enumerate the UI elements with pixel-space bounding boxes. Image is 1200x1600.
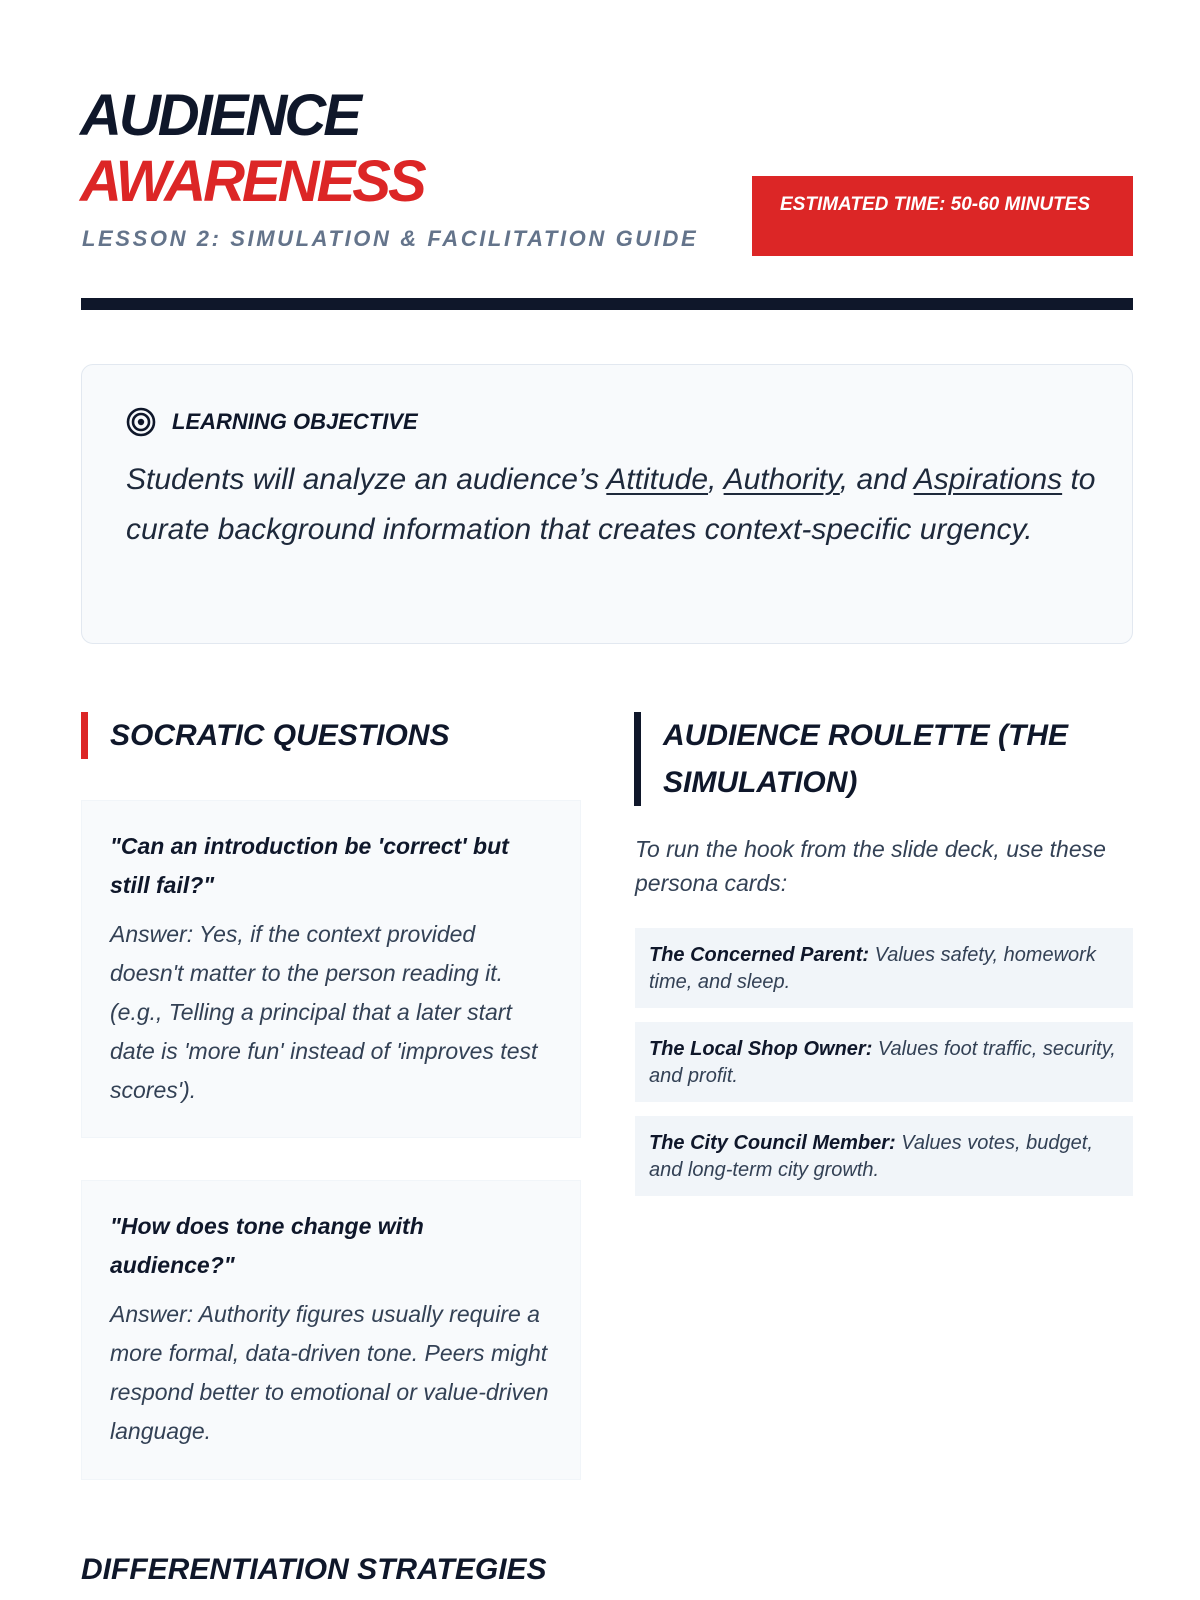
persona-name: The City Council Member: xyxy=(649,1132,896,1154)
persona-name: The Local Shop Owner: xyxy=(649,1038,873,1060)
question-card xyxy=(81,1180,581,1480)
estimated-time-badge: ESTIMATED TIME: 50-60 MINUTES xyxy=(752,176,1133,256)
persona-name: The Concerned Parent: xyxy=(649,944,870,966)
audience-roulette-heading: AUDIENCE ROULETTE (THE SIMULATION) xyxy=(634,712,1144,806)
learning-objective-heading: LEARNING OBJECTIVE xyxy=(172,409,418,434)
differentiation-heading: DIFFERENTIATION STRATEGIES xyxy=(81,1553,547,1586)
persona-card xyxy=(635,1022,1133,1102)
learning-objective-box xyxy=(81,364,1133,644)
roulette-intro: To run the hook from the slide deck, use these persona cards: xyxy=(635,836,1106,896)
term-aspirations: Aspirations xyxy=(913,463,1063,496)
persona-card xyxy=(635,928,1133,1008)
question-text: "How does tone change with audience?" xyxy=(110,1213,424,1278)
persona-values: Values votes, budget, and long-term city growth. xyxy=(649,1132,1093,1181)
question-card xyxy=(81,800,581,1138)
persona-values: Values foot traffic, security, and profit. xyxy=(649,1038,1116,1087)
header-divider xyxy=(81,298,1133,310)
lesson-subtitle: LESSON 2: SIMULATION & FACILITATION GUIDE xyxy=(82,226,699,251)
persona-values: Values safety, homework time, and sleep. xyxy=(649,944,1096,993)
answer-text: Answer: Yes, if the context provided doesn't matter to the person reading it. (e.g., Telling a principal that a later start date is 'more fun' instead of 'improves test scores'). xyxy=(110,921,538,1103)
term-authority: Authority xyxy=(723,463,840,496)
question-text: "Can an introduction be 'correct' but still fail?" xyxy=(110,833,509,898)
page-title-line2: AWARENESS xyxy=(80,149,424,214)
term-attitude: Attitude xyxy=(606,463,709,496)
learning-objective-header xyxy=(126,407,418,437)
persona-card xyxy=(635,1116,1133,1196)
answer-text: Answer: Authority figures usually require a more formal, data-driven tone. Peers might respond better to emotional or value-driven language. xyxy=(110,1301,549,1444)
socratic-questions-heading: SOCRATIC QUESTIONS xyxy=(81,712,449,759)
learning-objective-text: Students will analyze an audience’s Attitude, Authority, and Aspirations to curate background information that creates context-specific urgency. xyxy=(126,463,1096,546)
target-icon xyxy=(126,407,156,437)
page-title-line1: AUDIENCE xyxy=(80,83,359,148)
